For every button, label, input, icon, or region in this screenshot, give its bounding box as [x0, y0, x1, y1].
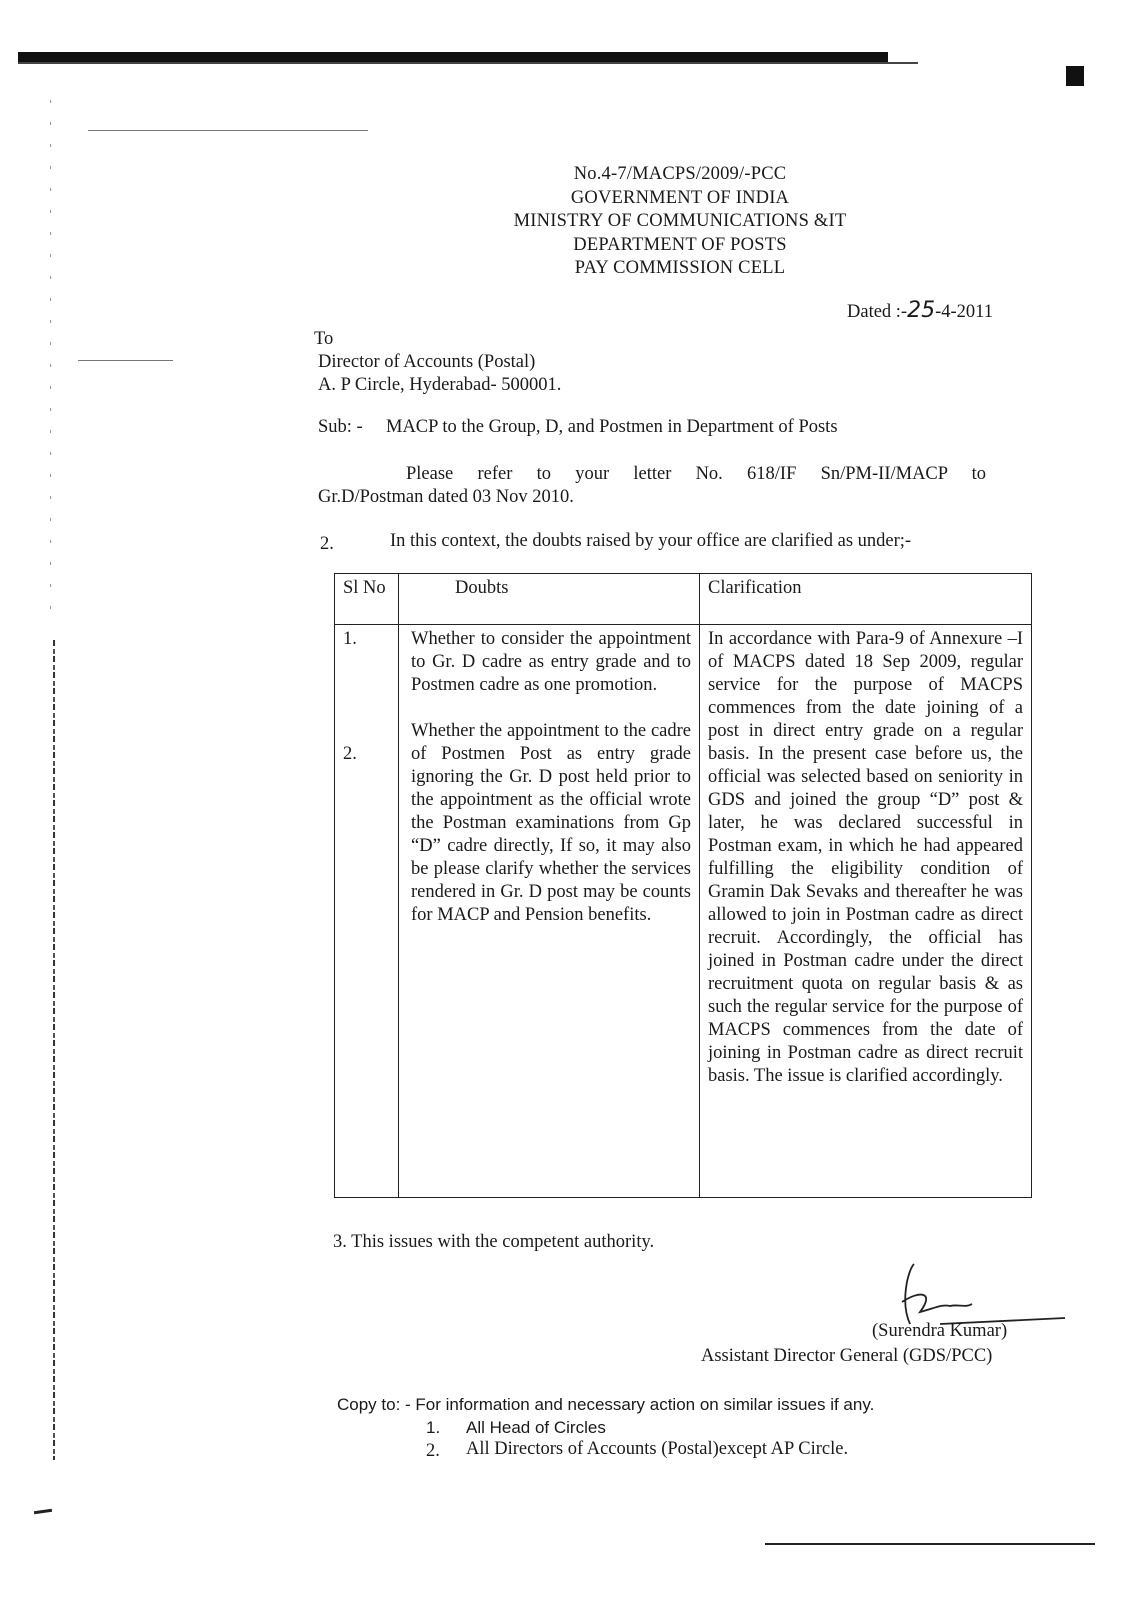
reference-number: No.4-7/MACPS/2009/-PCC: [573, 164, 787, 184]
copy-to-heading: Copy to: - For information and necessary action on similar issues if any.: [337, 1395, 875, 1414]
header-clarification: Clarification: [700, 574, 1032, 625]
header-doubts-label: Doubts: [455, 578, 509, 598]
para2-text: In this context, the doubts raised by your office are clarified as under;-: [390, 531, 912, 551]
row-1-doubt: Whether to consider the appointment to Gr. D cadre as entry grade and to Postmen cadre as one promotion.: [411, 629, 691, 695]
addressee-line-1: Director of Accounts (Postal): [318, 352, 536, 372]
date-prefix: Dated :-: [847, 302, 908, 322]
header-line-government: GOVERNMENT OF INDIA: [570, 187, 790, 208]
clarification-cell: [700, 625, 1032, 1198]
copy-to-item-2: All Directors of Accounts (Postal)except AP Circle.: [466, 1439, 849, 1459]
table-row: [335, 625, 1032, 1198]
date-suffix: -4-2011: [935, 302, 993, 322]
doubts-clarification-table: [334, 573, 1032, 1198]
row-2-doubt: Whether the appointment to the cadre of Postmen Post as entry grade ignoring the Gr. D post held prior to the appointment as the official wrote the Postman examinations from Gp “D” cadre directly, If so, it may also be please clarify whether the services rendered in Gr. D post may be counts for MACP and Pension benefits.: [411, 721, 691, 925]
copy-to-item-2-number: 2.: [426, 1441, 440, 1461]
addressee-to: To: [314, 329, 334, 349]
doubts-column-cell: [399, 625, 700, 1198]
letter-date: [847, 299, 993, 324]
date-day-handwritten: 25: [907, 298, 936, 323]
para3-text: 3. This issues with the competent authority.: [333, 1232, 655, 1252]
sl-column-cell: [335, 625, 399, 1198]
scan-left-edge: [53, 640, 55, 1460]
signatory-name: (Surendra Kumar): [872, 1321, 1008, 1341]
scan-top-border: [18, 52, 888, 62]
header-line-ministry: MINISTRY OF COMMUNICATIONS &IT: [513, 211, 847, 231]
header-line-cell: PAY COMMISSION CELL: [574, 258, 786, 278]
scan-top-border-shadow: [18, 62, 918, 64]
copy-to-item-1: All Head of Circles: [466, 1418, 606, 1437]
subject-text: MACP to the Group, D, and Postmen in Department of Posts: [386, 417, 838, 437]
scan-bottom-line: [765, 1543, 1095, 1545]
scan-dash-line: [78, 360, 173, 361]
subject-label: Sub: -: [318, 417, 363, 437]
row-2-number: 2.: [343, 744, 357, 764]
letter-header: [400, 163, 960, 281]
table-header-row: [335, 574, 1032, 625]
addressee-line-2: A. P Circle, Hyderabad- 500001.: [318, 375, 562, 395]
header-line-department: DEPARTMENT OF POSTS: [573, 234, 787, 255]
scan-dash-line: [88, 130, 368, 131]
signatory-designation: Assistant Director General (GDS/PCC): [701, 1346, 993, 1366]
header-sl-no: Sl No: [335, 574, 399, 625]
para2-number: 2.: [320, 534, 334, 554]
clarification-text: In accordance with Para-9 of Annexure –I of MACPS dated 18 Sep 2009, regular service for the purpose of MACPS commences from the date joining of a post in direct entry grade on a regular basis. In the present case before us, the official was selected based on seniority in GDS and joined the group “D” post & later, he was declared successful in Postman exam, in which he had appeared fulfilling the eligibility condition of Gramin Dak Sevaks and thereafter he was allowed to join in Postman cadre as direct recruit. Accordingly, the official has joined in Postman cadre under the direct recruitment quota on regular basis & as such the regular service for the purpose of MACPS commences from the date of joining in Postman cadre as direct recruit basis. The issue is clarified accordingly.: [708, 629, 1023, 1086]
copy-to-item-1-number: 1.: [426, 1418, 441, 1437]
scan-left-margin-dots: [50, 100, 51, 620]
para1-line2: Gr.D/Postman dated 03 Nov 2010.: [318, 487, 574, 507]
scan-corner-tick: [34, 1509, 52, 1514]
para1-line1: Please refer to your letter No. 618/IF Sn/PM-II/MACP to: [406, 464, 986, 484]
header-doubts: [399, 574, 700, 625]
scan-corner-mark: [1066, 66, 1084, 86]
row-1-number: 1.: [343, 629, 357, 649]
